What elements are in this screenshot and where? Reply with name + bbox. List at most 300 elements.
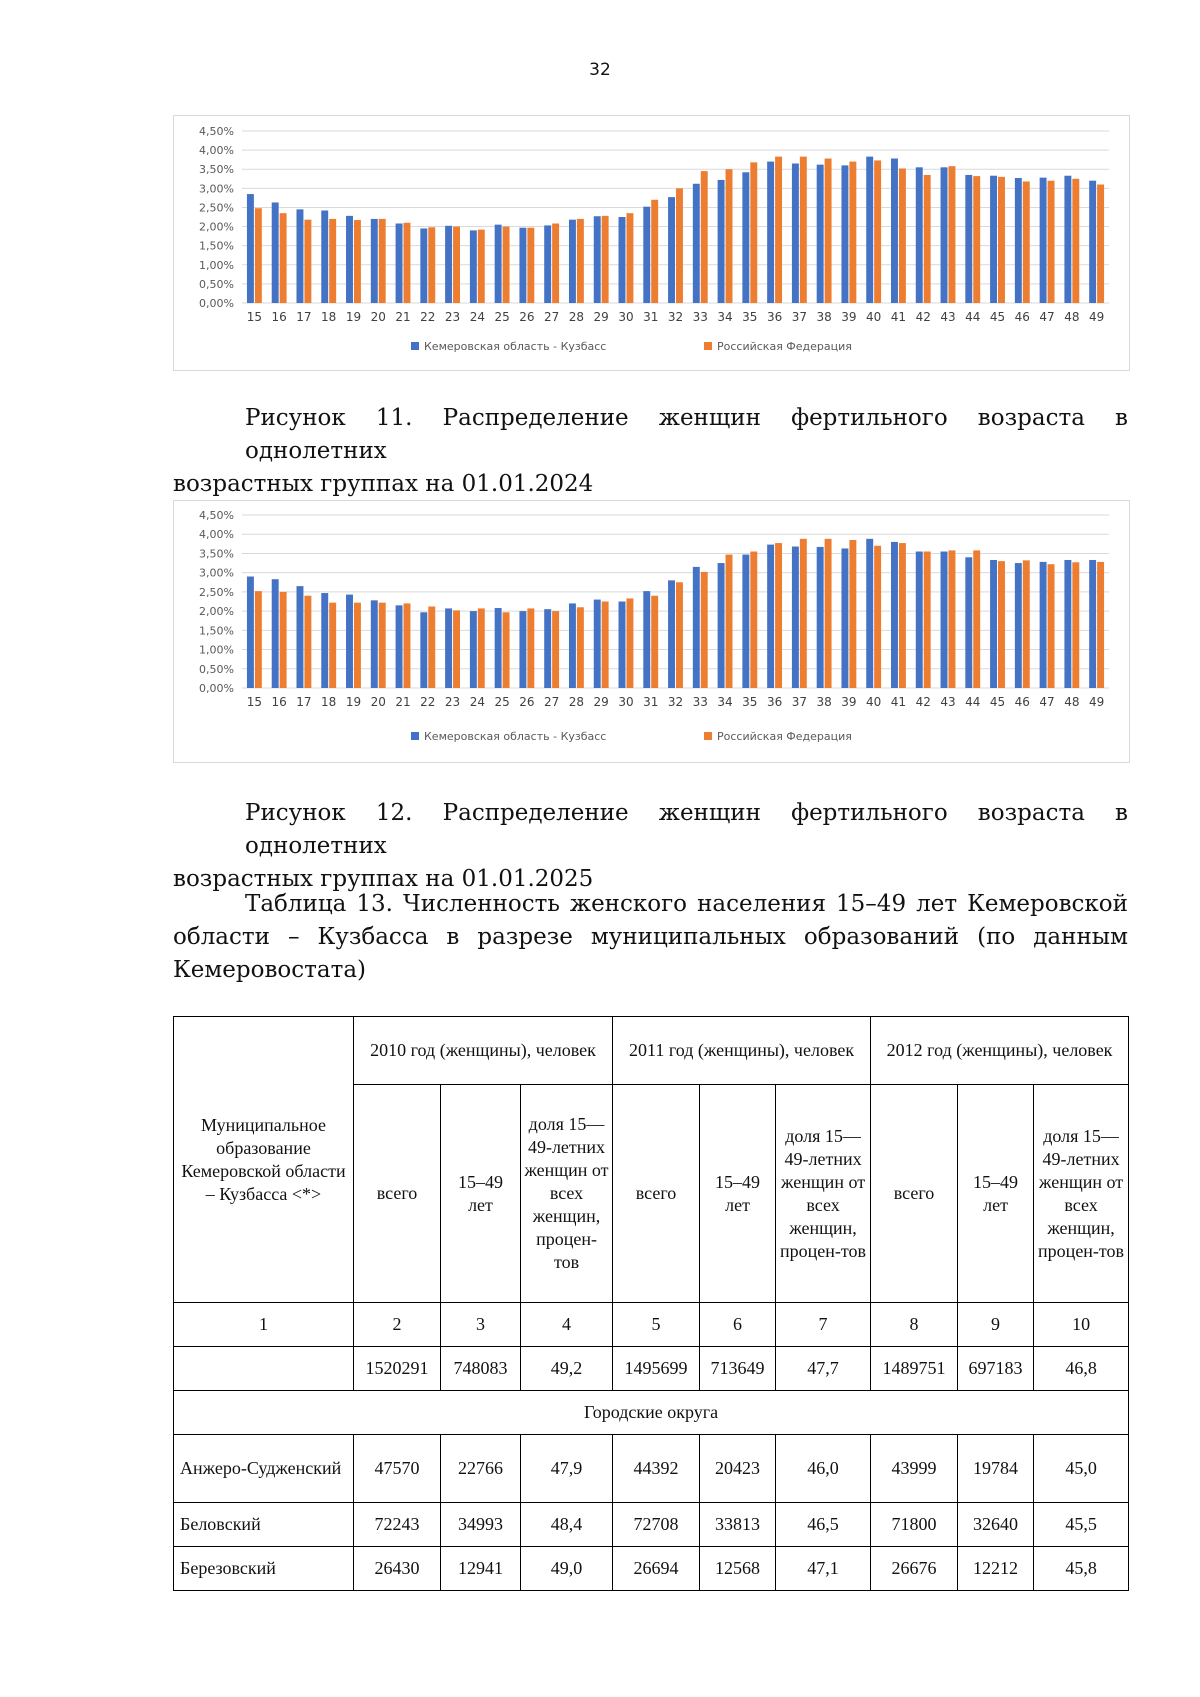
bar-kuzbass bbox=[767, 162, 774, 303]
table-cell: 748083 bbox=[441, 1347, 521, 1391]
x-tick-label: 42 bbox=[915, 695, 931, 709]
bar-russia bbox=[379, 219, 386, 303]
x-tick-label: 45 bbox=[989, 310, 1006, 324]
bar-kuzbass bbox=[668, 580, 675, 688]
table-cell: 22766 bbox=[441, 1435, 521, 1503]
x-tick-label: 37 bbox=[791, 695, 807, 709]
bar-kuzbass bbox=[866, 539, 873, 688]
table-cell: 44392 bbox=[613, 1435, 700, 1503]
bar-russia bbox=[701, 171, 708, 303]
bar-kuzbass bbox=[544, 609, 551, 688]
bar-russia bbox=[404, 603, 411, 688]
x-tick-label: 25 bbox=[494, 310, 510, 324]
bar-kuzbass bbox=[296, 586, 303, 688]
x-tick-label: 29 bbox=[593, 310, 609, 324]
bar-kuzbass bbox=[619, 217, 626, 303]
bar-kuzbass bbox=[1040, 562, 1047, 688]
table-row bbox=[174, 1435, 1129, 1503]
column-number: 6 bbox=[700, 1303, 776, 1347]
bar-kuzbass bbox=[346, 216, 353, 303]
column-number: 7 bbox=[776, 1303, 871, 1347]
x-tick-label: 37 bbox=[791, 310, 807, 324]
bar-kuzbass bbox=[693, 567, 700, 688]
x-tick-label: 36 bbox=[766, 695, 783, 709]
bar-kuzbass bbox=[519, 228, 526, 303]
bar-kuzbass bbox=[668, 197, 675, 303]
bar-kuzbass bbox=[1089, 181, 1096, 303]
x-tick-label: 42 bbox=[915, 310, 931, 324]
figure-12-chart bbox=[173, 500, 1130, 763]
bar-russia bbox=[899, 543, 906, 688]
table-cell: 45,0 bbox=[1034, 1435, 1129, 1503]
bar-russia bbox=[304, 220, 311, 303]
bar-russia bbox=[924, 552, 931, 688]
bar-russia bbox=[304, 596, 311, 688]
y-tick-label: 1,50% bbox=[199, 239, 234, 253]
x-tick-label: 34 bbox=[717, 310, 733, 324]
municipality-header: Муниципальное образование Кемеровской области – Кузбасса <*> bbox=[174, 1017, 354, 1303]
bar-kuzbass bbox=[569, 603, 576, 688]
section-row bbox=[174, 1391, 1129, 1435]
bar-russia bbox=[478, 608, 485, 688]
x-tick-label: 17 bbox=[296, 310, 312, 324]
bar-russia bbox=[478, 230, 485, 303]
bar-russia bbox=[948, 550, 955, 688]
x-tick-label: 15 bbox=[246, 695, 263, 709]
y-tick-label: 3,00% bbox=[199, 566, 234, 580]
bar-kuzbass bbox=[396, 605, 403, 688]
bar-kuzbass bbox=[1040, 178, 1047, 303]
table-cell: 34993 bbox=[441, 1503, 521, 1547]
y-tick-label: 4,50% bbox=[199, 509, 234, 522]
figure-11-svg bbox=[174, 116, 1129, 370]
bar-kuzbass bbox=[1089, 560, 1096, 688]
bar-russia bbox=[750, 162, 757, 303]
bar-kuzbass bbox=[396, 223, 403, 303]
x-tick-label: 28 bbox=[568, 695, 585, 709]
legend-label: Российская Федерация bbox=[717, 730, 852, 743]
bar-russia bbox=[1097, 562, 1104, 688]
bar-kuzbass bbox=[272, 202, 279, 303]
x-tick-label: 29 bbox=[593, 695, 609, 709]
x-tick-label: 28 bbox=[568, 310, 585, 324]
table-cell: 71800 bbox=[871, 1503, 958, 1547]
bar-russia bbox=[1048, 181, 1055, 303]
bar-russia bbox=[280, 213, 287, 303]
bar-kuzbass bbox=[470, 230, 477, 303]
x-tick-label: 27 bbox=[544, 695, 560, 709]
x-tick-label: 30 bbox=[618, 310, 634, 324]
bar-russia bbox=[626, 213, 633, 303]
bar-russia bbox=[329, 603, 336, 688]
x-tick-label: 34 bbox=[717, 695, 733, 709]
figure-12-caption-line1: Рисунок 12. Распределение женщин фертильного возраста в однолетних bbox=[245, 800, 1128, 859]
x-tick-label: 21 bbox=[395, 310, 411, 324]
bar-russia bbox=[874, 160, 881, 303]
table-cell: 46,5 bbox=[776, 1503, 871, 1547]
table-cell bbox=[174, 1347, 354, 1391]
bar-kuzbass bbox=[1064, 176, 1071, 303]
table-row bbox=[174, 1503, 1129, 1547]
x-tick-label: 45 bbox=[989, 695, 1006, 709]
y-tick-label: 3,50% bbox=[199, 547, 234, 561]
bar-russia bbox=[998, 561, 1005, 688]
bar-russia bbox=[552, 223, 559, 303]
table-cell: 32640 bbox=[958, 1503, 1034, 1547]
bar-russia bbox=[527, 228, 534, 303]
table-cell: 47,1 bbox=[776, 1547, 871, 1591]
bar-russia bbox=[577, 219, 584, 303]
bar-russia bbox=[948, 166, 955, 303]
x-tick-label: 26 bbox=[519, 310, 535, 324]
x-tick-label: 20 bbox=[370, 310, 386, 324]
bar-kuzbass bbox=[445, 608, 452, 688]
municipality-name: Беловский bbox=[174, 1503, 354, 1547]
x-tick-label: 16 bbox=[271, 310, 287, 324]
bar-kuzbass bbox=[569, 220, 576, 303]
y-tick-label: 0,00% bbox=[199, 682, 234, 695]
bar-kuzbass bbox=[495, 608, 502, 688]
year-2012-header: 2012 год (женщины), человек bbox=[871, 1017, 1129, 1085]
total-subheader: всего bbox=[354, 1085, 441, 1303]
x-tick-label: 19 bbox=[345, 695, 362, 709]
y-tick-label: 3,00% bbox=[199, 182, 234, 196]
x-tick-label: 18 bbox=[321, 310, 337, 324]
table-cell: 12568 bbox=[700, 1547, 776, 1591]
bar-kuzbass bbox=[445, 226, 452, 303]
x-tick-label: 47 bbox=[1039, 310, 1055, 324]
bar-russia bbox=[329, 219, 336, 303]
x-tick-label: 27 bbox=[544, 310, 560, 324]
table-cell: 12212 bbox=[958, 1547, 1034, 1591]
bar-russia bbox=[874, 546, 881, 688]
table-cell: 47570 bbox=[354, 1435, 441, 1503]
x-tick-label: 32 bbox=[667, 310, 684, 324]
bar-russia bbox=[800, 157, 807, 303]
bar-kuzbass bbox=[594, 216, 601, 303]
year-2011-header: 2011 год (женщины), человек bbox=[613, 1017, 871, 1085]
figure-11-caption bbox=[173, 402, 1128, 501]
bar-kuzbass bbox=[990, 560, 997, 688]
total-subheader: всего bbox=[871, 1085, 958, 1303]
bar-russia bbox=[726, 169, 733, 303]
table-row bbox=[174, 1547, 1129, 1591]
column-number: 3 bbox=[441, 1303, 521, 1347]
column-number-row bbox=[174, 1303, 1129, 1347]
x-tick-label: 15 bbox=[246, 310, 263, 324]
bar-russia bbox=[849, 540, 856, 688]
municipality-name: Анжеро-Судженский bbox=[174, 1435, 354, 1503]
bar-kuzbass bbox=[866, 157, 873, 303]
bar-kuzbass bbox=[1015, 178, 1022, 303]
bar-kuzbass bbox=[990, 176, 997, 303]
x-tick-label: 43 bbox=[940, 310, 956, 324]
bar-russia bbox=[1072, 179, 1079, 303]
bar-russia bbox=[428, 606, 435, 688]
bar-kuzbass bbox=[346, 595, 353, 688]
bar-russia bbox=[676, 582, 683, 688]
column-number: 2 bbox=[354, 1303, 441, 1347]
x-tick-label: 38 bbox=[816, 695, 832, 709]
bar-kuzbass bbox=[916, 167, 923, 303]
bar-russia bbox=[428, 227, 435, 303]
table-cell: 26676 bbox=[871, 1547, 958, 1591]
bar-kuzbass bbox=[742, 172, 749, 303]
y-tick-label: 1,00% bbox=[199, 258, 234, 272]
bar-kuzbass bbox=[817, 547, 824, 688]
table-cell: 19784 bbox=[958, 1435, 1034, 1503]
table-cell: 20423 bbox=[700, 1435, 776, 1503]
x-tick-label: 41 bbox=[890, 310, 907, 324]
column-number: 10 bbox=[1034, 1303, 1129, 1347]
y-tick-label: 4,00% bbox=[199, 144, 234, 158]
bar-kuzbass bbox=[841, 165, 848, 303]
bar-russia bbox=[1072, 562, 1079, 688]
bar-kuzbass bbox=[916, 552, 923, 688]
bar-russia bbox=[899, 168, 906, 303]
column-number: 4 bbox=[521, 1303, 613, 1347]
y-tick-label: 1,50% bbox=[199, 624, 234, 638]
table-cell: 45,8 bbox=[1034, 1547, 1129, 1591]
legend-swatch bbox=[411, 342, 419, 350]
bar-kuzbass bbox=[817, 165, 824, 303]
bar-kuzbass bbox=[643, 207, 650, 303]
x-tick-label: 44 bbox=[965, 310, 981, 324]
x-tick-label: 30 bbox=[618, 695, 634, 709]
page-number: 32 bbox=[589, 60, 611, 80]
bar-kuzbass bbox=[941, 552, 948, 688]
column-number: 5 bbox=[613, 1303, 700, 1347]
table-cell: 45,5 bbox=[1034, 1503, 1129, 1547]
bar-kuzbass bbox=[544, 225, 551, 303]
bar-kuzbass bbox=[296, 209, 303, 303]
bar-russia bbox=[800, 539, 807, 688]
bar-russia bbox=[676, 188, 683, 303]
y-tick-label: 3,50% bbox=[199, 163, 234, 177]
bar-kuzbass bbox=[767, 545, 774, 688]
y-tick-label: 0,50% bbox=[199, 662, 234, 676]
x-tick-label: 24 bbox=[469, 310, 485, 324]
bar-kuzbass bbox=[643, 591, 650, 688]
bar-kuzbass bbox=[965, 557, 972, 688]
x-tick-label: 39 bbox=[841, 695, 857, 709]
x-tick-label: 40 bbox=[866, 310, 882, 324]
x-tick-label: 20 bbox=[370, 695, 386, 709]
share-subheader: доля 15—49-летних женщин от всех женщин, процен-тов bbox=[1034, 1085, 1129, 1303]
bar-russia bbox=[726, 555, 733, 688]
legend-swatch bbox=[704, 342, 712, 350]
population-table bbox=[173, 1016, 1129, 1591]
bar-russia bbox=[924, 175, 931, 303]
y-tick-label: 4,50% bbox=[199, 125, 234, 138]
x-tick-label: 48 bbox=[1064, 310, 1080, 324]
bar-kuzbass bbox=[247, 577, 254, 688]
bar-kuzbass bbox=[718, 563, 725, 688]
x-tick-label: 44 bbox=[965, 695, 981, 709]
bar-russia bbox=[973, 176, 980, 303]
figure-12-caption-line2: возрастных группах на 01.01.2025 bbox=[173, 866, 594, 892]
bar-kuzbass bbox=[718, 180, 725, 303]
age-subheader: 15–49 лет bbox=[441, 1085, 521, 1303]
bar-kuzbass bbox=[594, 600, 601, 688]
x-tick-label: 17 bbox=[296, 695, 312, 709]
x-tick-label: 22 bbox=[420, 310, 436, 324]
bar-russia bbox=[354, 603, 361, 688]
figure-12-svg bbox=[174, 501, 1129, 762]
table-cell: 46,8 bbox=[1034, 1347, 1129, 1391]
table-cell: 697183 bbox=[958, 1347, 1034, 1391]
bar-russia bbox=[849, 162, 856, 303]
share-subheader: доля 15—49-летних женщин от всех женщин, процен-тов bbox=[776, 1085, 871, 1303]
bar-kuzbass bbox=[247, 194, 254, 303]
y-tick-label: 2,00% bbox=[199, 220, 234, 234]
x-tick-label: 21 bbox=[395, 695, 411, 709]
bar-russia bbox=[1048, 564, 1055, 688]
bar-russia bbox=[453, 227, 460, 303]
table-cell: 49,2 bbox=[521, 1347, 613, 1391]
bar-russia bbox=[1023, 181, 1030, 303]
y-tick-label: 0,00% bbox=[199, 297, 234, 310]
x-tick-label: 22 bbox=[420, 695, 436, 709]
bar-russia bbox=[626, 598, 633, 688]
bar-kuzbass bbox=[941, 167, 948, 303]
x-tick-label: 23 bbox=[444, 695, 461, 709]
y-tick-label: 4,00% bbox=[199, 528, 234, 542]
bar-russia bbox=[1097, 185, 1104, 303]
x-tick-label: 31 bbox=[643, 695, 659, 709]
bar-russia bbox=[973, 550, 980, 688]
bar-kuzbass bbox=[1064, 560, 1071, 688]
x-tick-label: 35 bbox=[742, 310, 758, 324]
bar-russia bbox=[825, 159, 832, 303]
bar-kuzbass bbox=[891, 159, 898, 303]
bar-russia bbox=[255, 591, 262, 688]
legend-label: Кемеровская область - Кузбасс bbox=[424, 340, 607, 353]
y-tick-label: 0,50% bbox=[199, 277, 234, 291]
table-cell: 713649 bbox=[700, 1347, 776, 1391]
bar-russia bbox=[255, 208, 262, 303]
legend-label: Кемеровская область - Кузбасс bbox=[424, 730, 607, 743]
table-cell: 1495699 bbox=[613, 1347, 700, 1391]
x-tick-label: 23 bbox=[444, 310, 461, 324]
legend-label: Российская Федерация bbox=[717, 340, 852, 353]
x-tick-label: 33 bbox=[692, 310, 708, 324]
bar-kuzbass bbox=[495, 225, 502, 303]
bar-kuzbass bbox=[619, 602, 626, 689]
bar-russia bbox=[775, 157, 782, 303]
x-tick-label: 16 bbox=[271, 695, 287, 709]
bar-kuzbass bbox=[693, 184, 700, 303]
legend-swatch bbox=[411, 732, 419, 740]
bar-russia bbox=[379, 603, 386, 688]
bar-russia bbox=[503, 227, 510, 303]
x-tick-label: 35 bbox=[742, 695, 758, 709]
table-cell: 72243 bbox=[354, 1503, 441, 1547]
figure-11-caption-line2: возрастных группах на 01.01.2024 bbox=[173, 471, 594, 497]
bar-russia bbox=[503, 612, 510, 688]
bar-russia bbox=[750, 552, 757, 688]
y-tick-label: 2,00% bbox=[199, 605, 234, 619]
x-tick-label: 18 bbox=[321, 695, 337, 709]
x-tick-label: 41 bbox=[890, 695, 907, 709]
year-2010-header: 2010 год (женщины), человек bbox=[354, 1017, 613, 1085]
x-tick-label: 43 bbox=[940, 695, 956, 709]
bar-kuzbass bbox=[792, 163, 799, 303]
table-cell: 72708 bbox=[613, 1503, 700, 1547]
table-cell: 48,4 bbox=[521, 1503, 613, 1547]
bar-kuzbass bbox=[841, 548, 848, 688]
y-tick-label: 1,00% bbox=[199, 643, 234, 657]
x-tick-label: 49 bbox=[1088, 310, 1105, 324]
bar-kuzbass bbox=[742, 555, 749, 688]
table-cell: 33813 bbox=[700, 1503, 776, 1547]
column-number: 1 bbox=[174, 1303, 354, 1347]
x-tick-label: 33 bbox=[692, 695, 708, 709]
x-tick-label: 25 bbox=[494, 695, 510, 709]
bar-russia bbox=[701, 572, 708, 688]
x-tick-label: 32 bbox=[667, 695, 684, 709]
table-cell: 1489751 bbox=[871, 1347, 958, 1391]
age-subheader: 15–49 лет bbox=[700, 1085, 776, 1303]
figure-11-caption-line1: Рисунок 11. Распределение женщин фертильного возраста в однолетних bbox=[245, 405, 1128, 464]
section-label: Городские округа bbox=[174, 1391, 1129, 1435]
bar-kuzbass bbox=[420, 228, 427, 303]
y-tick-label: 2,50% bbox=[199, 585, 234, 599]
x-tick-label: 46 bbox=[1014, 310, 1030, 324]
x-tick-label: 36 bbox=[766, 310, 783, 324]
age-subheader: 15–49 лет bbox=[958, 1085, 1034, 1303]
municipality-name: Березовский bbox=[174, 1547, 354, 1591]
x-tick-label: 49 bbox=[1088, 695, 1105, 709]
bar-kuzbass bbox=[321, 211, 328, 303]
bar-kuzbass bbox=[321, 593, 328, 688]
table-cell: 43999 bbox=[871, 1435, 958, 1503]
bar-russia bbox=[354, 220, 361, 303]
bar-russia bbox=[775, 543, 782, 688]
x-tick-label: 38 bbox=[816, 310, 832, 324]
total-row bbox=[174, 1347, 1129, 1391]
x-tick-label: 26 bbox=[519, 695, 535, 709]
bar-russia bbox=[1023, 560, 1030, 688]
bar-russia bbox=[552, 611, 559, 688]
bar-russia bbox=[280, 592, 287, 688]
bar-russia bbox=[602, 216, 609, 303]
bar-kuzbass bbox=[420, 612, 427, 688]
table-cell: 49,0 bbox=[521, 1547, 613, 1591]
bar-russia bbox=[404, 223, 411, 303]
share-subheader: доля 15—49-летних женщин от всех женщин, процен-тов bbox=[521, 1085, 613, 1303]
x-tick-label: 46 bbox=[1014, 695, 1030, 709]
bar-russia bbox=[651, 200, 658, 303]
x-tick-label: 48 bbox=[1064, 695, 1080, 709]
bar-kuzbass bbox=[519, 611, 526, 688]
table-cell: 26694 bbox=[613, 1547, 700, 1591]
figure-12-caption bbox=[173, 797, 1128, 896]
bar-kuzbass bbox=[792, 547, 799, 688]
table-13-caption: Таблица 13. Численность женского населения 15–49 лет Кемеровской области – Кузбасса в разрезе муниципальных образований (по данным Кемеровостата) bbox=[173, 891, 1128, 983]
bar-kuzbass bbox=[891, 542, 898, 688]
bar-russia bbox=[602, 602, 609, 689]
legend-swatch bbox=[704, 732, 712, 740]
bar-russia bbox=[577, 607, 584, 688]
bar-russia bbox=[453, 610, 460, 688]
x-tick-label: 24 bbox=[469, 695, 485, 709]
bar-kuzbass bbox=[1015, 563, 1022, 688]
bar-kuzbass bbox=[965, 175, 972, 303]
table-cell: 12941 bbox=[441, 1547, 521, 1591]
bar-russia bbox=[527, 608, 534, 688]
column-number: 9 bbox=[958, 1303, 1034, 1347]
